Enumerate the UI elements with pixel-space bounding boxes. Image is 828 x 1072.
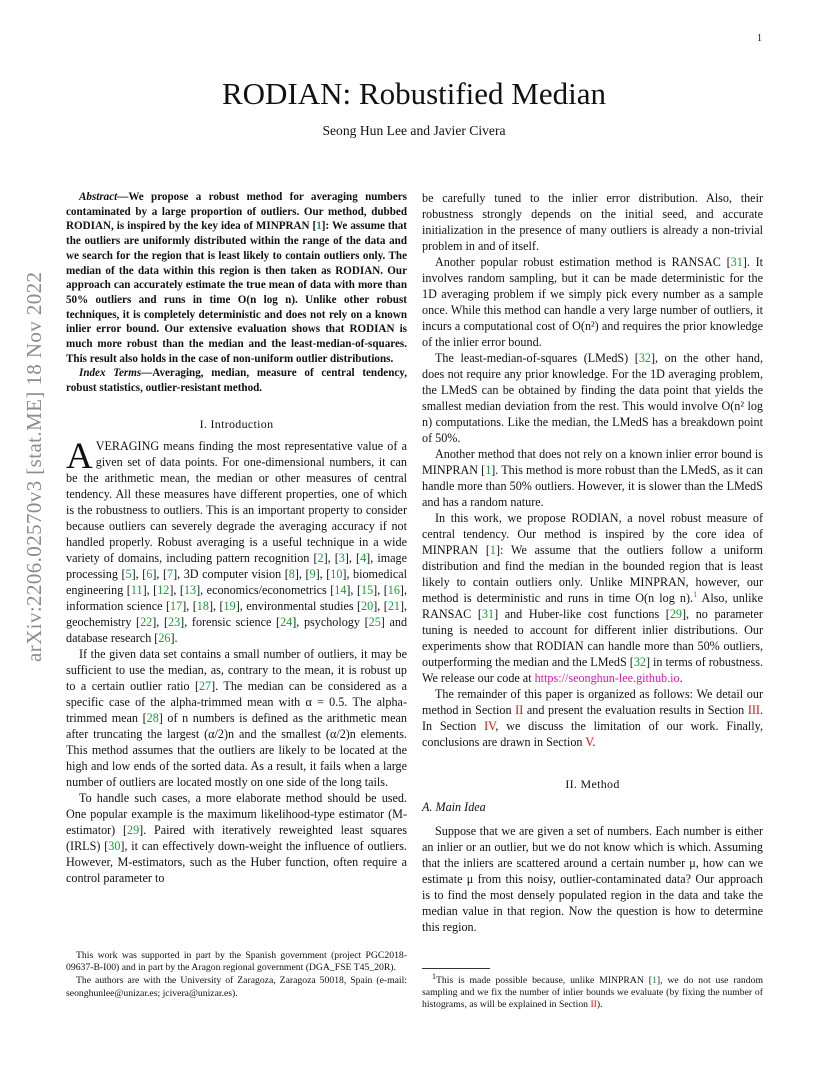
text-run: ], [ [169, 582, 184, 597]
citation-link[interactable]: 19 [223, 598, 236, 613]
citation-link[interactable]: 22 [140, 614, 153, 629]
text-run: ] in terms of robustness. We release our code at [422, 655, 764, 685]
citation-link[interactable]: 27 [198, 678, 212, 693]
citation-link[interactable]: 9 [309, 566, 316, 581]
body-paragraph [66, 435, 408, 646]
left-column [66, 190, 407, 886]
citation-link[interactable]: 30 [108, 838, 121, 853]
citation-link[interactable]: 32 [633, 655, 646, 669]
footnote-divider [422, 968, 490, 969]
citation-link[interactable]: 31 [730, 255, 743, 269]
text-run: . In Section [422, 703, 763, 733]
section-ref-link[interactable]: II [515, 703, 524, 717]
text-run: ], 3D computer vision [ [173, 566, 289, 581]
text-run: , we discuss the limitation of our work. Finally, conclusions are drawn in Section [422, 719, 763, 749]
index-terms-label: Index Terms [79, 367, 142, 380]
text-run: ], [ [315, 566, 331, 581]
text-run: ], geochemistry [ [66, 598, 408, 629]
citation-link[interactable]: 2 [317, 550, 324, 565]
index-terms-text: —Averaging, median, measure of central tendency, robust statistics, outlier-resistant method. [66, 367, 407, 395]
section-ref-link[interactable]: II [590, 999, 597, 1011]
text-run: The remainder of this paper is organized as follows: We detail our method in Section [422, 687, 763, 717]
text-run: ). [596, 999, 603, 1011]
citation-link[interactable]: 24 [280, 614, 293, 629]
section-ref-link[interactable]: V [585, 735, 593, 749]
section-ref-link[interactable]: III [747, 703, 760, 717]
text-run: ]: We assume that the outliers follow a uniform distribution and find the median in the bounded region that is least likely to contain outliers only. Unlike MINPRAN, however, our method is deterministic and runs in time O(n log n). [422, 543, 763, 605]
drop-cap: A [66, 435, 93, 477]
text-run: Another popular robust estimation method is RANSAC [ [435, 255, 731, 269]
citation-link[interactable]: 1 [485, 463, 492, 477]
arxiv-identifier: arXiv:2206.02570v3 [stat.ME] 18 Nov 2022 [22, 271, 46, 662]
text-run: This is made possible because, unlike MINPRAN [ [436, 975, 653, 986]
citation-link[interactable]: 5 [125, 566, 132, 581]
footnote-text [422, 971, 763, 1012]
citation-link[interactable]: 32 [638, 351, 651, 365]
paper-title: RODIAN: Robustified Median [221, 76, 607, 111]
text-run: VERAGING means finding the most representative value of a given set of data points. For one-dimensional numbers, it can be the arithmetic mean, the median or other measures of central tendency. All these measures have different properties, one of which is the robustness to outliers. This is an important property to consider because outliers can severely degrade the averaging accuracy if not handled properly. Robust averaging is a useful technique in a wide variety of domains, including pattern recognition [ [66, 438, 407, 565]
text-run: and present the evaluation results in Section [523, 703, 748, 717]
citation-link[interactable]: 23 [168, 614, 181, 629]
citation-link[interactable]: 17 [170, 598, 183, 613]
text-run: ], on the other hand, does not require any prior knowledge. For the 1D averaging problem, the LMedS can be obtained by finding the data point that yields the smallest median deviation from the rest. This would involve O(n² log n) computations. Like the median, the LMedS has a breakdown point of 50%. [422, 351, 763, 445]
text-run: ], economics/econometrics [ [196, 582, 335, 597]
citation-link[interactable]: 26 [158, 630, 171, 645]
citation-link[interactable]: 20 [361, 598, 374, 613]
body-paragraph [422, 446, 763, 510]
citation-link[interactable]: 11 [130, 582, 143, 597]
text-run: The least-median-of-squares (LMedS) [ [435, 351, 639, 365]
text-run: ]. This method is more robust than the LMedS, as it can handle more than 50% outliers. However, it is slower than the LMedS and has a random nature. [422, 463, 763, 509]
text-run: ] and database research [ [66, 614, 408, 645]
text-run: To handle such cases, a more elaborate method should be used. One popular example is the maximum likelihood-type estimator (M-estimator) [ [66, 790, 407, 837]
citation-link[interactable]: 28 [146, 710, 159, 725]
text-run: ], [ [142, 582, 158, 597]
right-footnote [422, 971, 763, 1012]
citation-link[interactable]: 3 [338, 550, 345, 565]
citation-link[interactable]: 6 [146, 566, 153, 581]
citation-link[interactable]: 16 [387, 582, 400, 597]
citation-link[interactable]: 1 [489, 543, 496, 557]
text-run: ], image processing [ [66, 550, 407, 581]
body-paragraph: Suppose that we are given a set of numbers. Each number is either an inlier or an outlier, but we do not know which is which. Assuming that the inliers are scattered around a certain number μ, how can we estimate μ from this noisy, outlier-contaminated data? Our approach is to find the most densely populated region in the data and take the median value in that region. Now the question is how to determine this region. [422, 824, 763, 934]
citation-link[interactable]: 1 [652, 975, 657, 986]
citation-link[interactable]: 29 [127, 822, 140, 837]
text-run: ], we do not use random sampling and we fix the number of inlier bounds we evaluate (by fixing the number of histograms, as will be explained in Section [422, 975, 763, 1011]
body-paragraph [422, 686, 763, 750]
affiliation-note: The authors are with the University of Zaragoza, Zaragoza 50018, Spain (e-mail: seonghunlee@unizar.es; jcivera@unizar.es). [66, 975, 407, 999]
text-run: ] of n numbers is defined as the arithmetic mean after truncating the largest (α/2)n and the smallest (α/2)n elements. This method assumes that the outliers are likely to be located at the high and low ends of the sorted data. As a result, it fails when a large number of outliers are located mostly on one side of the long tails. [66, 710, 407, 789]
citation-link[interactable]: 25 [368, 614, 381, 629]
text-run: Another method that does not rely on a known inlier error bound is MINPRAN [ [422, 447, 763, 477]
citation-link[interactable]: 7 [167, 566, 174, 581]
body-paragraph [422, 254, 763, 350]
text-run: ], forensic science [ [180, 614, 281, 629]
text-run: ], biomedical engineering [ [66, 566, 407, 597]
abstract [66, 190, 407, 366]
text-run: ], [ [346, 582, 362, 597]
text-run: ]. Paired with iteratively reweighted least squares (IRLS) [ [66, 822, 407, 853]
footnote-number: 1 [432, 971, 436, 981]
text-run: Also, unlike RANSAC [ [422, 591, 764, 621]
text-run: ] and Huber-like cost functions [ [494, 607, 670, 621]
text-run: ], psychology [ [292, 614, 369, 629]
text-run: ], information science [ [66, 582, 407, 613]
abstract-text: ]: We assume that the outliers are uniformly distributed within the range of the data and we search for the region that is least likely to contain outliers only. The median of the data within this region is then taken as RODIAN. Our approach can accurately estimate the true mean of data with more than 50% outliers and runs in time O(n log n). Unlike other robust techniques, it is completely deterministic and does not rely on a known inlier error bound. Our extensive evaluation shows that RODIAN is much more robust than the median and the least-median-of-squares. This result also holds in the case of non-uniform outlier distributions. [66, 220, 407, 365]
text-run: If the given data set contains a small number of outliers, it may be sufficient to use the median, as, contrary to the mean, it is robust up to a certain outlier ratio [ [66, 646, 407, 693]
section-heading-method: II. Method [565, 777, 620, 791]
section-ref-link[interactable]: IV [484, 719, 496, 733]
right-column [422, 190, 763, 935]
body-paragraph [422, 350, 763, 446]
funding-note: This work was supported in part by the Spanish government (project PGC2018-09637-B-I00) and in part by the Aragon regional government (DGA_FSE T45_20R). [66, 950, 407, 974]
code-url-link[interactable]: https://seonghun-lee.github.io [534, 671, 680, 685]
citation-link[interactable]: 31 [481, 607, 495, 621]
text-run: ], no parameter tuning is needed to account for different inlier distributions. Our experiments show that RODIAN can handle more than 50% outliers, outperforming the median and the LMedS [ [422, 607, 763, 669]
body-paragraph [422, 510, 763, 686]
citation-link[interactable]: 10 [330, 566, 343, 581]
left-footnotes [66, 950, 407, 1001]
text-run: . [592, 735, 596, 749]
section-heading-introduction: I. Introduction [199, 416, 274, 431]
text-run: ], environmental studies [ [235, 598, 362, 613]
text-run: ]. The median can be considered as a specific case of the alpha-trimmed mean with α = 0.5. The alpha-trimmed mean [ [66, 678, 407, 725]
citation-link[interactable]: 18 [196, 598, 209, 613]
citation-link[interactable]: 4 [360, 550, 367, 565]
text-run: ], [ [131, 566, 147, 581]
text-run: . [679, 671, 683, 685]
abstract-label: Abstract [79, 191, 118, 203]
citation-link[interactable]: 13 [183, 582, 197, 597]
subsection-heading: A. Main Idea [422, 800, 486, 814]
text-run: ], [ [152, 614, 169, 629]
citation-link[interactable]: 14 [334, 582, 347, 597]
citation-link[interactable]: 21 [387, 598, 400, 613]
citation-link[interactable]: 12 [157, 582, 170, 597]
text-run: ], [ [323, 550, 339, 565]
citation-link[interactable]: 29 [669, 607, 682, 621]
body-paragraph [66, 790, 407, 886]
text-run: ]. [170, 630, 178, 645]
text-run: In this work, we propose RODIAN, a novel robust measure of central tendency. Our method is inspired by the core idea of MINPRAN [ [422, 511, 763, 557]
footnote-marker[interactable]: 1 [693, 589, 698, 599]
text-run: ], [ [152, 566, 168, 581]
text-run: ], it can effectively down-weight the influence of outliers. However, M-estimators, such as the Huber function, often require a control parameter to [66, 838, 407, 885]
page-number: 1 [757, 33, 762, 44]
body-paragraph [66, 646, 407, 790]
text-run: ], [ [182, 598, 197, 613]
citation-link[interactable]: 1 [316, 220, 322, 233]
citation-link[interactable]: 15 [361, 582, 374, 597]
text-run: ]. It involves random sampling, but it can be made deterministic for the 1D averaging problem if we simply pick every number as a sample once. While this method can handle a very large number of outliers, it incurs a computational cost of O(n²) and requires the prior knowledge of the inlier error bound. [422, 255, 763, 349]
text-run: ], [ [373, 598, 388, 613]
author-list: Seong Hun Lee and Javier Civera [322, 123, 506, 138]
text-run: ], [ [208, 598, 224, 613]
text-run: ], [ [373, 582, 388, 597]
abstract-text: —We propose a robust method for averaging numbers contaminated by a large proportion of outliers. Our method, dubbed RODIAN, is inspired by the key idea of MINPRAN [ [66, 191, 407, 233]
text-run: ], [ [294, 566, 310, 581]
citation-link[interactable]: 8 [288, 566, 295, 581]
body-paragraph: be carefully tuned to the inlier error distribution. Also, their robustness strongly depends on the initial seed, and accurate initialization in the presence of many outliers is already a non-trivial problem in and of itself. [422, 191, 763, 253]
text-run: ], [ [344, 550, 361, 565]
index-terms [66, 366, 407, 395]
